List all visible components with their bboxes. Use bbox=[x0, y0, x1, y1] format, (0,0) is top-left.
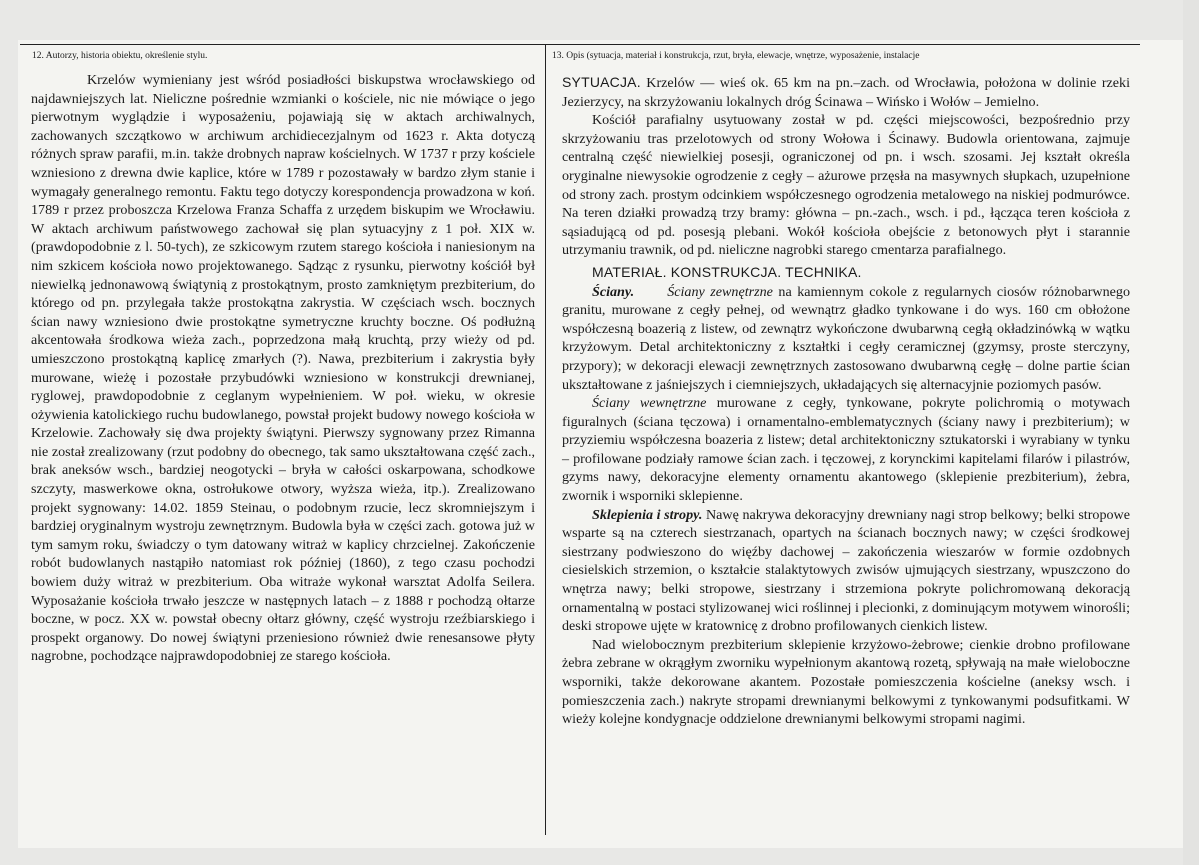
left-column-text: Krzelów wymieniany jest wśród posiadłości biskupstwa wrocławskiego od najdawniejszych lat. Nieliczne pośrednie wzmianki o kościele, nic nie mówiące o jego pierwotnym wyglądzie i wyposażeniu, pojawiają się w aktach archiwalnych, zachowanych szczątkowo w archiwum archidiecezjalnym od 1623 r. Akta dotyczą różnych spraw parafii, m.in. także drobnych napraw kościelnych. W 1737 r przy kościele wzniesiono z drewna dwie kaplice, które w 1789 r pozostawały w bardzo złym stanie i wymagały generalnego remontu. Faktu tego dotyczy korespondencja prowadzona w koń. 1789 r przez proboszcza Krzelowa Franza Schaffa z urzędem biskupim we Wrocławiu. W aktach archiwum państwowego zachował się plan sytuacyjny z 1 poł. XIX w. (prawdopodobnie z l. 50-tych), ze szkicowym rzutem starego kościoła i naniesionym na nim szkicem kościoła nowo projektowanego. Sądząc z rysunku, pierwotny kościół był niewielką jednonawową świątynią z prostokątnym, prosto zamkniętym prezbiterium, do którego od pn. przylegała także prostokątna zakrystia. W częściach wsch. bocznych ścian nawy wzniesiono dwie prostokątne symetryczne kruchty boczne. Oś podłużną akcentowała środkowa wieża zach., poprzedzona małą kruchtą, przy wieży od pd. umieszczono prostokątną kaplicę zmarłych (?). Nawa, prezbiterium i zakrystia były murowane, wieżę i pozostałe przybudówki wzniesiono w konstrukcji drewnianej, ryglowej, prawdopodobnie z ceglanym wypełnieniem. W poł. wieku, w okresie ożywienia katolickiego ruchu budowlanego, powstał projekt budowy nowego kościoła w Krzelowie. Zachowały się dwa projekty świątyni. Pierwszy sygnowany przez Rimanna nie został zrealizowany (rzut podobny do obecnego, tak samo ukształtowana część zach., brak aneksów wsch., bardziej neogotycki – bryła w całości oskarpowana, schodkowe szczyty, maswerkowe okna, ostrołukowe otwory, wyższa wieża, itp.). Zrealizowano projekt sygnowany: 14.02. 1859 Steinau, o podobnym rzucie, lecz skromniejszym i bardziej oryginalnym wystroju zewnętrznym. Budowla była w części zach. gotowa już w tym samym roku, świadczy o tym datowany witraż w kaplicy chrzcielnej. Zakończenie robót budowlanych nastąpiło natomiast rok później (1860), z tego czasu pochodzi bowiem duży witraż w prezbiterium. Oba witraże wykonał warsztat Adolfa Seilera. Wyposażanie kościoła trwało jeszcze w następnych latach – z 1888 r pochodzą ołtarze boczne, w pocz. XX w. powstał obecny ołtarz główny, część wystroju rzeźbiarskiego i prospekt organowy. Do nowej świątyni przeniesiono również dwie renesansowe płyty nagrobne, pochodzące najprawdopodobniej ze starego kościoła. bbox=[31, 72, 535, 665]
sciany-zewnetrzne-label: Ściany zewnętrzne bbox=[667, 283, 773, 300]
sciany-label: Ściany. bbox=[592, 283, 635, 300]
scan-edge bbox=[1183, 0, 1199, 865]
sklepienia-text: Nawę nakrywa dekoracyjny drewniany nagi strop belkowy; belki stropowe wsparte są na czterech siestrzanach, opartych na ścianach bocznych nawy; w części środkowej siestrzany podwieszono do więźby dachowej – zakończenia wieszarów w formie ozdobnych ciesielskich strzemion, o kształcie stalaktytowych zwisów ujmujących siestrzany, wpuszczono do wnętrza nawy; belki stropowe, siestrzany i strzemiona pokryte polichromowaną dekoracją ornamentalną w postaci stylizowanej wici roślinnej i plecionki, z dominującym motywem winorośli; deski stropowe ujęte w kratownicę z drobno profilowanych cienkich listew. bbox=[562, 506, 1130, 635]
sciany-wewnetrzne-text: murowane z cegły, tynkowane, pokryte polichromią o motywach figuralnych (ściana tęczowa) i ornamentalno-emblematycznych (ściany nawy i prezbiterium); w przyziemiu współczesna boazeria z listew; detal architektoniczny sztukatorski i wyrabiany w tynku – profilowane podziały ramowe ścian zach. i tęczowej, z korynckimi kapitelami filarów i pilastrów, gzyms nawy, dekoracyjne elementy ornamentu akantowego (sklepienie prezbiterium), żebra, zwornik i wsporniki sklepienne. bbox=[562, 395, 1130, 505]
header-rule bbox=[20, 44, 1140, 45]
section-heading-sytuacja: SYTUACJA. bbox=[562, 74, 641, 90]
sklepienia-paragraph bbox=[562, 506, 1130, 636]
prezbiterium-paragraph: Nad wielobocznym prezbiterium sklepienie krzyżowo-żebrowe; cienkie drobno profilowane żebra zebrane w okrągłym zworniku wypełnionym akantową rozetą, spływają na małe wieloboczne wsporniki, także dekorowane akantem. Pozostałe pomieszczenia kościelne (aneksy wsch. i pomieszczenia zach.) nakryte stropami drewnianymi belkowymi z tynkowanymi podsufitkami. W wieży kolejne kondygnacje oddzielone drewnianymi belkowymi stropami nagimi. bbox=[562, 636, 1130, 728]
sciany-wewnetrzne-paragraph bbox=[562, 394, 1130, 506]
right-column-header: 13. Opis (sytuacja, materiał i konstrukcja, rzut, bryła, elewacje, wnętrze, wyposażenie, instalacje bbox=[552, 51, 920, 61]
left-column-header: 12. Autorzy, historia obiektu, określenie stylu. bbox=[32, 51, 208, 61]
section-heading-material: MATERIAŁ. KONSTRUKCJA. TECHNIKA. bbox=[592, 263, 862, 280]
sciany-zewnetrzne-paragraph bbox=[562, 283, 1130, 395]
column-divider bbox=[545, 45, 546, 835]
sklepienia-label: Sklepienia i stropy. bbox=[592, 506, 703, 523]
sytuacja-paragraph-2: Kościół parafialny usytuowany został w pd. części miejscowości, bezpośrednio przy skrzyżowaniu tras przelotowych od strony Wołowa i Ścinawy. Budowla orientowana, zajmuje centralną część niewielkiej posesji, ograniczonej od pn. i wsch. szosami. Jej kształt określa oryginalne niewysokie ogrodzenie z cegły – ażurowe przęsła na masywnych słupkach, uzupełnione od strony zach. prostym odcinkiem współczesnego ogrodzenia metalowego na niskiej podmurówce. Na teren działki prowadzą trzy bramy: główna – pn.-zach., wsch. i pd., łącząca teren kościoła z sąsiadującą od pd. posesją plebani. Wokół kościoła obejście z betonowych płyt i starannie utrzymaniu trawnik, od pd. nieliczne nagrobki starego cmentarza parafialnego. bbox=[562, 112, 1130, 259]
right-column-text bbox=[562, 73, 1130, 729]
sytuacja-paragraph-1 bbox=[562, 73, 1130, 111]
material-heading-line bbox=[562, 263, 1130, 283]
sytuacja-text-1: Krzelów — wieś ok. 65 km na pn.–zach. od Wrocławia, położona w dolinie rzeki Jezierzycy, na skrzyżowaniu lokalnych dróg Ścinawa – Wińsko i Wołów – Jemielno. bbox=[562, 75, 1131, 110]
sciany-wewnetrzne-label: Ściany wewnętrzne bbox=[592, 395, 707, 412]
sciany-zewnetrzne-text: na kamiennym cokole z regularnych ciosów różnobarwnego granitu, murowane z cegły pełnej, od wewnątrz gładko tynkowane i do wys. 160 cm obłożone współczesną boazerią z listew, od zewnątrz wykończone dwubarwną cegłą okładzinówką w wątku krzyżowym. Detal architektoniczny z kształtki i cegły ceramicznej (gzymsy, proste sterczyny, przypory); w dekoracji elewacji zewnętrznych zastosowano dwubarwną cegłę – dolne partie ścian ukształtowane z jaśniejszych i ciemniejszych, układających się alternacyjnie poziomych pasów. bbox=[562, 283, 1130, 393]
